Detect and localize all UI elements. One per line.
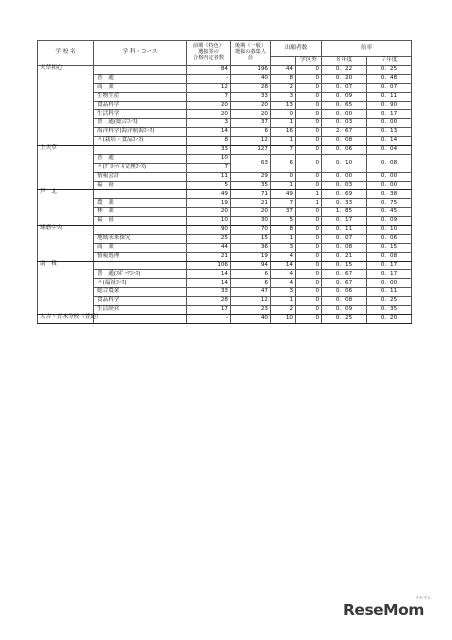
school-name: 南 稜: [38, 261, 94, 314]
ratio-year7: 0．17: [367, 110, 412, 119]
applicants: 0: [271, 110, 296, 119]
early-admits: 19: [187, 199, 231, 208]
table-row: [38, 110, 412, 119]
table-row: [38, 199, 412, 208]
late-capacity: 127: [231, 146, 271, 155]
course-name: 海洋科学(海洋航海ｺｰｽ): [94, 128, 187, 137]
late-capacity: 94: [231, 261, 271, 270]
outside-district: 0: [296, 288, 322, 297]
late-capacity: 33: [231, 92, 271, 101]
ratio-year7: 0．17: [367, 270, 412, 279]
course-name: 普 通: [94, 154, 187, 163]
late-capacity: 40: [231, 74, 271, 83]
resemom-logo-kana: リセマム: [415, 595, 431, 600]
ratio-year8: 0．17: [322, 217, 367, 226]
course-name: [94, 66, 187, 75]
ratio-year7: 0．20: [367, 314, 412, 323]
ratio-year8: 0．67: [322, 270, 367, 279]
ratio-year7: 0．25: [367, 297, 412, 306]
early-admits: -: [187, 314, 231, 323]
course-name: 地域未来探究: [94, 234, 187, 243]
ratio-year8: 0．09: [322, 306, 367, 315]
outside-district: 0: [296, 92, 322, 101]
ratio-year8: 0．09: [322, 92, 367, 101]
early-admits: 10: [187, 154, 231, 163]
late-capacity: 36: [231, 243, 271, 252]
late-capacity: 23: [231, 306, 271, 315]
table-row: [38, 137, 412, 146]
outside-district: 1: [296, 190, 322, 199]
applicants: 1: [271, 181, 296, 190]
table-row: [38, 279, 412, 288]
ratio-year8: 0．69: [322, 190, 367, 199]
course-name: 福 祉: [94, 217, 187, 226]
applicants: 2: [271, 306, 296, 315]
ratio-year7: 0．48: [367, 74, 412, 83]
outside-district: 0: [296, 314, 322, 323]
ratio-year8: 0．00: [322, 110, 367, 119]
course-name: 商 業: [94, 243, 187, 252]
applicants: 4: [271, 279, 296, 288]
ratio-year8: 0．20: [322, 74, 367, 83]
school-name: 上天草: [38, 146, 94, 190]
early-admits: -: [187, 74, 231, 83]
course-name: 農 業: [94, 199, 187, 208]
applicants: 3: [271, 288, 296, 297]
applicants: 44: [271, 66, 296, 75]
ratio-year8: 0．21: [322, 252, 367, 261]
ratio-year8: 0．00: [322, 172, 367, 181]
early-admits: 20: [187, 208, 231, 217]
early-admits: 7: [187, 92, 231, 101]
outside-district: 0: [296, 137, 322, 146]
outside-district: 0: [296, 270, 322, 279]
table-row: [38, 297, 412, 306]
applicants: 7: [271, 199, 296, 208]
header-outside: 学区外: [296, 57, 322, 66]
ratio-year7: 0．15: [367, 243, 412, 252]
ratio-year7: 0．17: [367, 261, 412, 270]
course-name: [94, 226, 187, 235]
resemom-logo: ReseMom: [343, 601, 424, 619]
applicants: 4: [271, 252, 296, 261]
late-capacity: 29: [231, 172, 271, 181]
early-admits: 5: [187, 181, 231, 190]
late-capacity: 12: [231, 137, 271, 146]
school-name: 球磨中央: [38, 226, 94, 262]
ratio-year7: 0．04: [367, 146, 412, 155]
ratio-year7: 0．13: [367, 128, 412, 137]
school-total-row: [38, 66, 412, 75]
early-admits: 90: [187, 226, 231, 235]
ratio-year8: 0．25: [322, 314, 367, 323]
outside-district: 0: [296, 252, 322, 261]
applicants: 14: [271, 261, 296, 270]
outside-district: 0: [296, 297, 322, 306]
header-year8: ８年度: [322, 57, 367, 66]
applicants: 49: [271, 190, 296, 199]
ratio-year8: 0．08: [322, 297, 367, 306]
table-row: [38, 234, 412, 243]
early-admits: 84: [187, 66, 231, 75]
outside-district: 0: [296, 110, 322, 119]
outside-district: 0: [296, 208, 322, 217]
ratio-year8: 0．08: [322, 137, 367, 146]
table-row: [38, 101, 412, 110]
ratio-year7: 0．08: [367, 154, 412, 172]
applicants: 1: [271, 119, 296, 128]
header-applicants: 出願者数: [271, 41, 322, 57]
course-name: 商 業: [94, 83, 187, 92]
early-admits: 20: [187, 101, 231, 110]
applicants: 0: [271, 172, 296, 181]
early-admits: 17: [187, 306, 231, 315]
school-total-row: [38, 261, 412, 270]
late-capacity: 30: [231, 217, 271, 226]
course-name: 林 業: [94, 208, 187, 217]
header-school: 学 校 名: [38, 41, 94, 66]
ratio-year7: 0．38: [367, 190, 412, 199]
ratio-year7: 0．14: [367, 137, 412, 146]
header-year7: ７年度: [367, 57, 412, 66]
outside-district: 0: [296, 279, 322, 288]
outside-district: 0: [296, 101, 322, 110]
applicants: 1: [271, 137, 296, 146]
ratio-year7: 0．07: [367, 83, 412, 92]
ratio-year7: 0．00: [367, 181, 412, 190]
table-row: [38, 119, 412, 128]
ratio-year8: 0．03: [322, 119, 367, 128]
applicants: 8: [271, 226, 296, 235]
outside-district: 0: [296, 74, 322, 83]
ratio-year8: 0．08: [322, 243, 367, 252]
applicants: 6: [271, 154, 296, 172]
late-capacity: 70: [231, 226, 271, 235]
early-admits: 25: [187, 234, 231, 243]
ratio-year7: 0．00: [367, 172, 412, 181]
table-row: [38, 288, 412, 297]
applicants: 37: [271, 208, 296, 217]
ratio-year8: 0．03: [322, 181, 367, 190]
applicants: 7: [271, 146, 296, 155]
ratio-year7: 0．00: [367, 119, 412, 128]
outside-district: 0: [296, 181, 322, 190]
ratio-year7: 0．90: [367, 101, 412, 110]
ratio-year8: 0．06: [322, 288, 367, 297]
table-row: [38, 154, 412, 163]
table-row: [38, 208, 412, 217]
ratio-year7: 0．00: [367, 279, 412, 288]
early-admits: 14: [187, 279, 231, 288]
table-row: [38, 252, 412, 261]
outside-district: 0: [296, 243, 322, 252]
early-admits: 44: [187, 243, 231, 252]
outside-district: 0: [296, 83, 322, 92]
school-name: 芦 北: [38, 190, 94, 226]
applicants: 13: [271, 101, 296, 110]
late-capacity: 20: [231, 110, 271, 119]
course-name: 〃(福祉ｺｰｽ): [94, 279, 187, 288]
ratio-year8: 0．65: [322, 101, 367, 110]
outside-district: 0: [296, 226, 322, 235]
course-name: 情報会計: [94, 172, 187, 181]
table-row: [38, 128, 412, 137]
ratio-year7: 0．45: [367, 208, 412, 217]
header-late: [231, 41, 271, 66]
course-name: [94, 190, 187, 199]
early-admits: 106: [187, 261, 231, 270]
ratio-year7: 0．06: [367, 234, 412, 243]
late-capacity: 20: [231, 208, 271, 217]
applicants: 5: [271, 217, 296, 226]
applicants: 8: [271, 74, 296, 83]
school-total-row: [38, 190, 412, 199]
course-name: 生物生産: [94, 92, 187, 101]
ratio-year8: 0．33: [322, 199, 367, 208]
outside-district: 0: [296, 154, 322, 172]
course-name: [94, 261, 187, 270]
early-admits: 28: [187, 297, 231, 306]
ratio-year8: 0．67: [322, 279, 367, 288]
table-row: [38, 172, 412, 181]
header-ratio: 倍率: [322, 41, 412, 57]
outside-district: 0: [296, 146, 322, 155]
late-capacity: 40: [231, 314, 271, 323]
course-name: [94, 146, 187, 155]
applicants: 4: [271, 270, 296, 279]
late-capacity: 6: [231, 128, 271, 137]
table-row: [38, 270, 412, 279]
course-name: 情報処理: [94, 252, 187, 261]
applicants: 3: [271, 92, 296, 101]
early-admits: 20: [187, 110, 231, 119]
early-admits: 14: [187, 270, 231, 279]
header-late-text: 後期（一般） 選抜の募集人員: [234, 43, 267, 61]
school-name: 人吉・五木分校（普通）: [38, 314, 94, 323]
ratio-year8: 0．15: [322, 261, 367, 270]
ratio-year7: 0．75: [367, 199, 412, 208]
ratio-year8: 0．06: [322, 146, 367, 155]
early-admits: 10: [187, 217, 231, 226]
late-capacity: 19: [231, 252, 271, 261]
ratio-year8: 0．07: [322, 234, 367, 243]
table-row: [38, 243, 412, 252]
applicants: 1: [271, 297, 296, 306]
late-capacity: 21: [231, 199, 271, 208]
header-early-text: 前期（特色） 選抜等の 合格内定者数: [192, 43, 225, 61]
course-name: 福 祉: [94, 181, 187, 190]
admission-table: [37, 40, 412, 324]
course-name: 生活科学: [94, 110, 187, 119]
early-admits: 8: [187, 137, 231, 146]
course-name: 食品科学: [94, 297, 187, 306]
early-admits: 49: [187, 190, 231, 199]
ratio-year8: 2．67: [322, 128, 367, 137]
course-name: 総合農業: [94, 288, 187, 297]
school-total-row: [38, 146, 412, 155]
late-capacity: 196: [231, 66, 271, 75]
header-course: 学 科・コース: [94, 41, 187, 66]
early-admits: 12: [187, 83, 231, 92]
late-capacity: 71: [231, 190, 271, 199]
late-capacity: 6: [231, 279, 271, 288]
outside-district: 0: [296, 66, 322, 75]
late-capacity: 15: [231, 234, 271, 243]
applicants: 3: [271, 243, 296, 252]
late-capacity: 28: [231, 83, 271, 92]
course-name: 食品科学: [94, 101, 187, 110]
late-capacity: 12: [231, 297, 271, 306]
applicants: 1: [271, 234, 296, 243]
outside-district: 1: [296, 199, 322, 208]
ratio-year7: 0．11: [367, 92, 412, 101]
outside-district: 0: [296, 172, 322, 181]
ratio-year8: 0．22: [322, 66, 367, 75]
ratio-year7: 0．09: [367, 217, 412, 226]
course-name: 普 通(総合ｺｰｽ): [94, 119, 187, 128]
early-admits: 3: [187, 119, 231, 128]
course-name: 〃(栽培・食品ｺｰｽ): [94, 137, 187, 146]
applicants: 16: [271, 128, 296, 137]
early-admits: 33: [187, 146, 231, 155]
school-total-row: [38, 226, 412, 235]
early-admits: 33: [187, 288, 231, 297]
ratio-year7: 0．35: [367, 306, 412, 315]
header-applicants-total: [271, 57, 296, 66]
early-admits: 14: [187, 128, 231, 137]
course-name: 〃(ｸﾞﾛｰﾊﾞﾙ文理ｺｰｽ): [94, 163, 187, 172]
table-row: [38, 83, 412, 92]
ratio-year8: 1．85: [322, 208, 367, 217]
late-capacity: 47: [231, 288, 271, 297]
early-admits: 21: [187, 252, 231, 261]
late-capacity: 35: [231, 181, 271, 190]
table-row: [38, 217, 412, 226]
ratio-year7: 0．11: [367, 288, 412, 297]
school-total-row: [38, 314, 412, 323]
school-name: 天草拓心: [38, 66, 94, 146]
header-early: [187, 41, 231, 66]
ratio-year7: 0．08: [367, 252, 412, 261]
late-capacity: 63: [231, 154, 271, 172]
late-capacity: 37: [231, 119, 271, 128]
ratio-year8: 0．11: [322, 226, 367, 235]
outside-district: 0: [296, 234, 322, 243]
early-admits: 7: [187, 163, 231, 172]
course-name: 普 通: [94, 74, 187, 83]
outside-district: 0: [296, 128, 322, 137]
table-body: [38, 66, 412, 324]
outside-district: 0: [296, 119, 322, 128]
ratio-year7: 0．25: [367, 66, 412, 75]
table-row: [38, 92, 412, 101]
late-capacity: 6: [231, 270, 271, 279]
applicants: 2: [271, 83, 296, 92]
course-name: 普 通(ｽﾎﾟｰﾂｺｰｽ): [94, 270, 187, 279]
outside-district: 0: [296, 217, 322, 226]
outside-district: 0: [296, 306, 322, 315]
ratio-year8: 0．07: [322, 83, 367, 92]
early-admits: 11: [187, 172, 231, 181]
table-row: [38, 181, 412, 190]
ratio-year7: 0．10: [367, 226, 412, 235]
course-name: [94, 314, 187, 323]
course-name: 生活経営: [94, 306, 187, 315]
ratio-year8: 0．10: [322, 154, 367, 172]
applicants: 10: [271, 314, 296, 323]
late-capacity: 20: [231, 101, 271, 110]
outside-district: 0: [296, 261, 322, 270]
table-row: [38, 74, 412, 83]
